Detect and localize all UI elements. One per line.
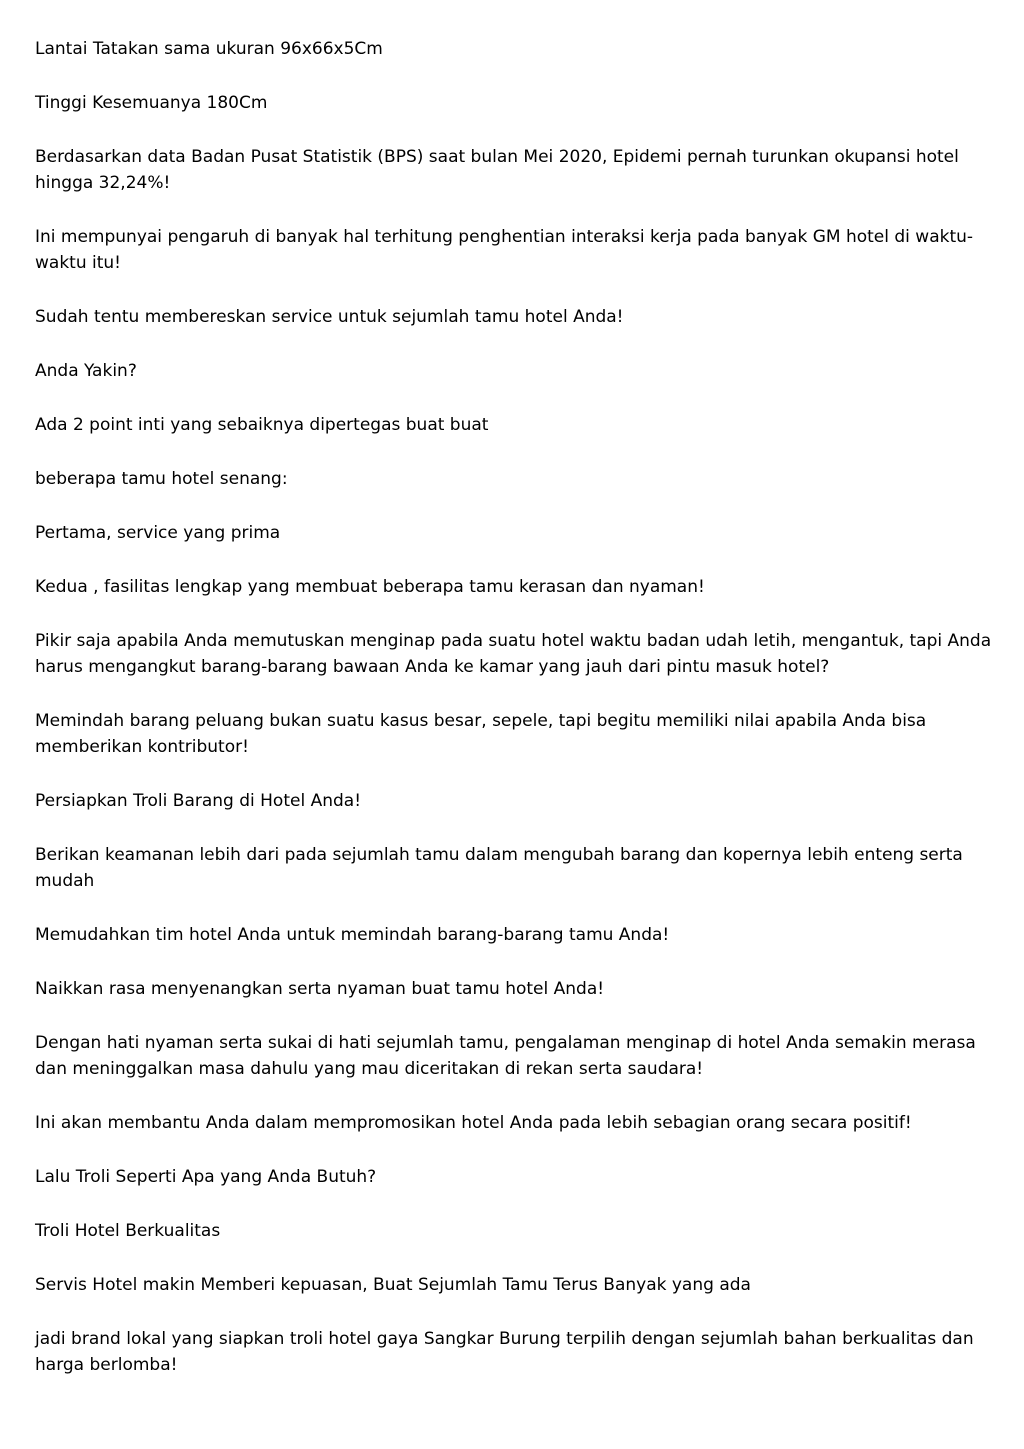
- paragraph-memindah-barang: Memindah barang peluang bukan suatu kasus besar, sepele, tapi begitu memiliki nilai apabila Anda bisa memberikan kontributor!: [35, 711, 927, 757]
- paragraph-bps-data: Berdasarkan data Badan Pusat Statistik (BPS) saat bulan Mei 2020, Epidemi pernah turunkan okupansi hotel hingga 32,24%!: [35, 147, 959, 193]
- paragraph-pikir-saja: Pikir saja apabila Anda memutuskan menginap pada suatu hotel waktu badan udah letih, mengantuk, tapi Anda harus mengangkut barang-barang bawaan Anda ke kamar yang jauh dari pintu masuk hotel?: [35, 631, 992, 677]
- paragraph-hati-nyaman: Dengan hati nyaman serta sukai di hati sejumlah tamu, pengalaman menginap di hotel Anda semakin merasa dan meninggalkan masa dahulu yang mau diceritakan di rekan serta saudara!: [35, 1033, 976, 1079]
- paragraph-pengaruh: Ini mempunyai pengaruh di banyak hal terhitung penghentian interaksi kerja pada banyak GM hotel di waktu-waktu itu!: [35, 227, 974, 273]
- paragraph-kedua: Kedua , fasilitas lengkap yang membuat beberapa tamu kerasan dan nyaman!: [35, 577, 705, 597]
- paragraph-persiapkan-troli: Persiapkan Troli Barang di Hotel Anda!: [35, 791, 362, 811]
- paragraph-tinggi: Tinggi Kesemuanya 180Cm: [35, 93, 268, 113]
- paragraph-naikkan-rasa: Naikkan rasa menyenangkan serta nyaman buat tamu hotel Anda!: [35, 979, 605, 999]
- paragraph-servis-hotel: Servis Hotel makin Memberi kepuasan, Buat Sejumlah Tamu Terus Banyak yang ada: [35, 1275, 751, 1295]
- paragraph-tamu-senang: beberapa tamu hotel senang:: [35, 469, 288, 489]
- paragraph-troli-seperti-apa: Lalu Troli Seperti Apa yang Anda Butuh?: [35, 1167, 377, 1187]
- paragraph-berikan-keamanan: Berikan keamanan lebih dari pada sejumlah tamu dalam mengubah barang dan kopernya lebih enteng serta mudah: [35, 845, 963, 891]
- paragraph-memudahkan-tim: Memudahkan tim hotel Anda untuk memindah barang-barang tamu Anda!: [35, 925, 670, 945]
- paragraph-troli-berkualitas: Troli Hotel Berkualitas: [35, 1221, 221, 1241]
- paragraph-dua-point: Ada 2 point inti yang sebaiknya dipertegas buat buat: [35, 415, 489, 435]
- paragraph-service: Sudah tentu membereskan service untuk sejumlah tamu hotel Anda!: [35, 307, 624, 327]
- paragraph-mempromosikan: Ini akan membantu Anda dalam mempromosikan hotel Anda pada lebih sebagian orang secara positif!: [35, 1113, 912, 1133]
- document-page: [35, 36, 995, 1406]
- paragraph-brand-lokal: jadi brand lokal yang siapkan troli hotel gaya Sangkar Burung terpilih dengan sejumlah bahan berkualitas dan harga berlomba!: [35, 1329, 974, 1375]
- paragraph-anda-yakin: Anda Yakin?: [35, 361, 137, 381]
- paragraph-lantai-tatakan: Lantai Tatakan sama ukuran 96x66x5Cm: [35, 39, 383, 59]
- paragraph-pertama: Pertama, service yang prima: [35, 523, 281, 543]
